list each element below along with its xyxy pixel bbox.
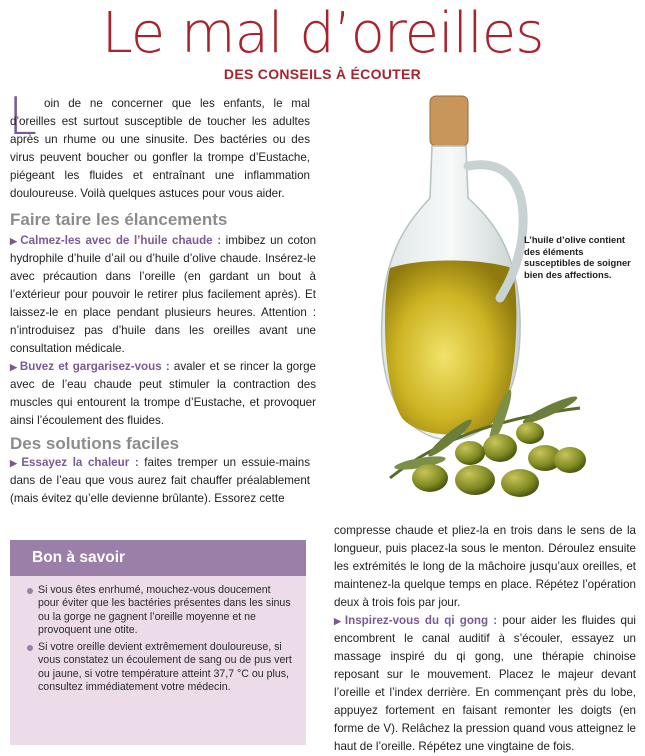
- section-heading-solutions: Des solutions faciles: [10, 434, 180, 453]
- list-item: Si vous êtes enrhumé, mouchez-vous doucement pour éviter que les bactéries présentes dans les sinus ou la gorge ne gagnent l’oreille moyenne et ne provoquent une otite.: [38, 584, 294, 637]
- page-subtitle: DES CONSEILS À ÉCOUTER: [223, 66, 422, 82]
- image-caption: L’huile d’olive contient des éléments susceptibles de soigner bien des affections.: [524, 234, 631, 280]
- oil-fill: [385, 261, 516, 435]
- page-title: Le mal d’oreilles: [101, 1, 544, 66]
- section-elancements: [10, 232, 316, 430]
- triangle-bullet-icon: ▶: [10, 458, 20, 468]
- tip-lead: ▶ Calmez-les avec de l’huile chaude :: [10, 234, 222, 247]
- triangle-bullet-icon: ▶: [10, 236, 19, 246]
- tip-qi-gong: ▶ Inspirez-vous du qi gong : pour aider les fluides qui encombrent le canal auditif à s’écouler, essayez un massage inspiré du qi gong, une thérapie chinoise reposant sur le mouvement. Placez le majeur devant l’oreille et l’index derrière. En commençant près du lobe, appuyez fortement en faisant remonter les doigts (en forme de V). Relâchez la pression quand vous atteignez le haut de l’oreille. Répétez une vingtaine de fois.: [334, 614, 636, 753]
- right-column: [334, 522, 636, 756]
- drop-cap: L: [8, 87, 37, 147]
- list-item: Si votre oreille devient extrêmement douloureuse, si vous constatez un écoulement de sang ou de pus vert ou jaune, si votre température atteint 37,7 °C ou plus, consultez immédiatement votre médecin.: [38, 641, 294, 694]
- section-heading-elancements: Faire taire les élancements: [10, 210, 228, 229]
- tip-chaleur-continued: compresse chaude et pliez-la en trois dans le sens de la longueur, puis placez-la sous le menton. Déroulez ensuite les extrémités le long de la mâchoire jusqu’aux oreilles, et maintenez-la quelque temps en place. Répétez l’opération deux à trois fois par jour.: [334, 524, 636, 609]
- box-title: Bon à savoir: [10, 540, 306, 576]
- cork-icon: [430, 96, 468, 146]
- tip-lead: ▶ Inspirez-vous du qi gong :: [334, 614, 498, 627]
- tip-huile-chaude: ▶ Calmez-les avec de l’huile chaude : imbibez un coton hydrophile d’huile d’ail ou d’huile d’olive chaude. Insérez-le avec précaution dans l’oreille (en gardant un bout à l’extérieur pour pouvoir le retirer plus facilement après). Et laissez-le en place pendant plusieurs heures. Attention : n’introduisez pas d’huile dans les oreilles avant une consultation médicale.: [10, 234, 317, 355]
- box-list: [10, 584, 306, 694]
- bon-a-savoir-box: [10, 540, 306, 745]
- olive-oil-bottle-illustration: [380, 88, 620, 508]
- tip-lead: ▶ Essayez la chaleur :: [10, 456, 139, 469]
- triangle-bullet-icon: ▶: [334, 616, 343, 626]
- tip-gargarisez: ▶ Buvez et gargarisez-vous : avaler et se rincer la gorge avec de l’eau chaude peut stimuler la contraction des muscles qui entourent la trompe d’Eustache, et provoquer ainsi l’écoulement des fluides.: [10, 360, 316, 427]
- section-solutions: [10, 454, 310, 508]
- intro-text: oin de ne concerner que les enfants, le mal d’oreilles est surtout susceptible de toucher les adultes après un rhume ou une sinusite. Des bactéries ou des virus peuvent boucher ou gonfler la trompe d’Eustache, piégeant les fluides et entraînant une inflammation douloureuse. Voilà quelques astuces pour vous aider.: [10, 97, 310, 200]
- tip-lead: ▶ Buvez et gargarisez-vous :: [10, 360, 170, 373]
- tip-chaleur: ▶ Essayez la chaleur : faites tremper un essuie-mains dans de l’eau que vous aurez fait chauffer préalablement (mais évitez qu’elle devienne brûlante). Essorez cette: [10, 456, 310, 505]
- intro-paragraph: [8, 87, 310, 203]
- triangle-bullet-icon: ▶: [10, 362, 18, 372]
